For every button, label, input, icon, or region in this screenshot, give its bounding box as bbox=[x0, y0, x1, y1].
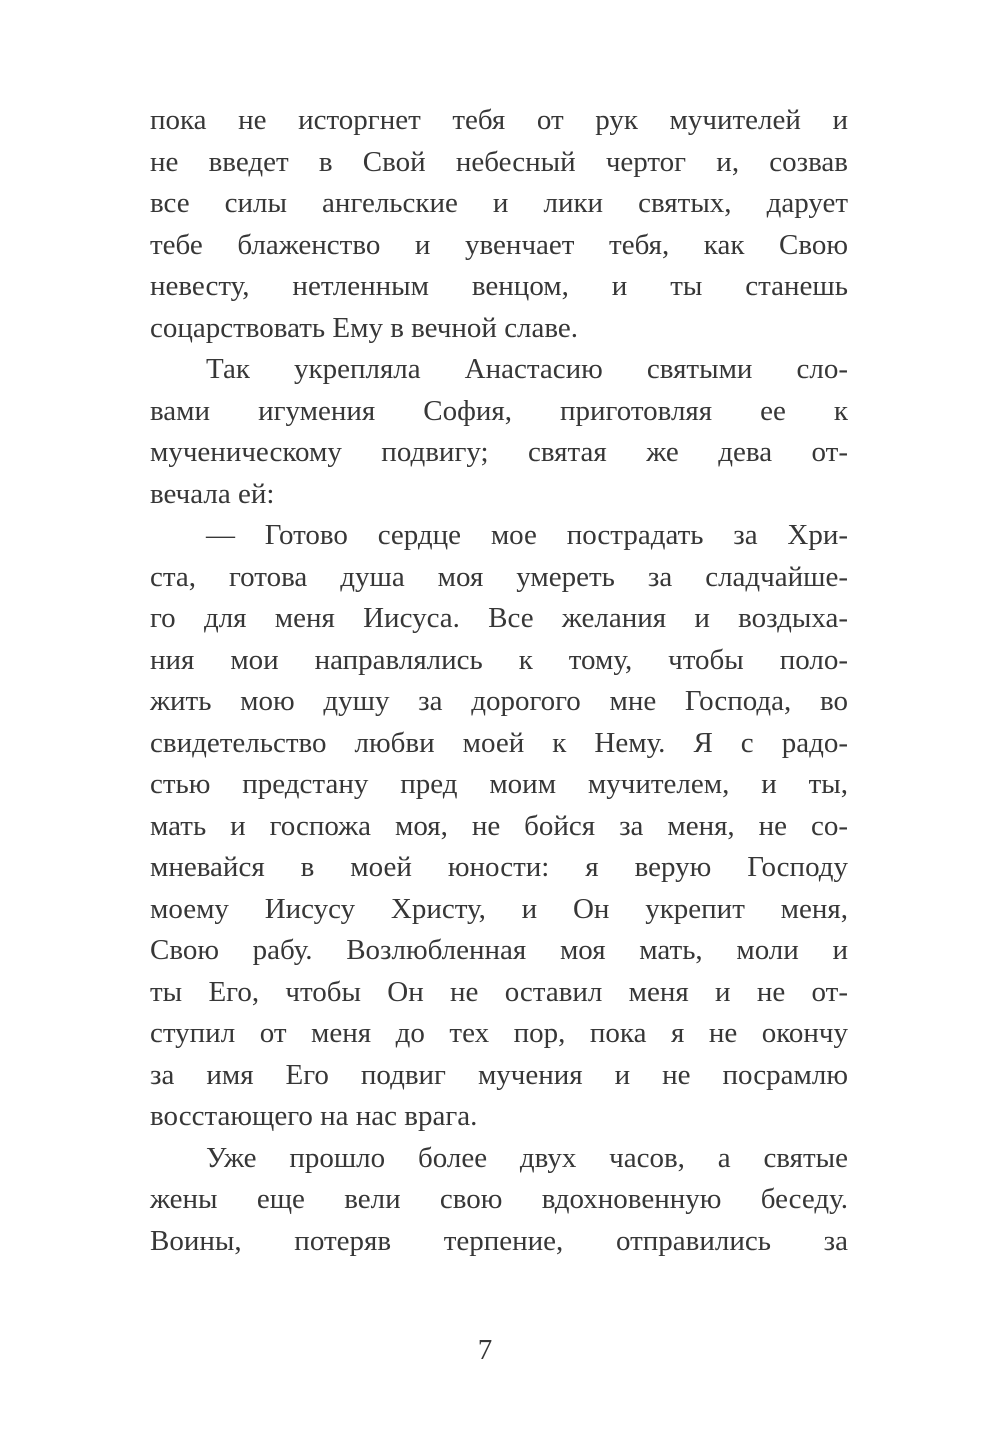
text-line: ты Его, чтобы Он не оставил меня и не от- bbox=[150, 975, 848, 1008]
text-line: ния мои направлялись к тому, чтобы поло- bbox=[150, 643, 848, 676]
text-line: стью предстану пред моим мучителем, и ты, bbox=[150, 768, 848, 800]
text-line: ста, готова душа моя умереть за сладчайше- bbox=[150, 560, 848, 593]
text-line: не введет в Свой небесный чертог и, созвав bbox=[150, 145, 848, 178]
text-line: за имя Его подвиг мучения и не посрамлю bbox=[150, 1058, 848, 1091]
text-line: жены еще вели свою вдохновенную беседу. bbox=[150, 1183, 848, 1215]
text-line: вами игумения София, приготовляя ее к bbox=[150, 394, 848, 427]
text-line: мученическому подвигу; святая же дева от- bbox=[150, 436, 848, 468]
page-number: 7 bbox=[477, 1334, 493, 1366]
text-line: свидетельство любви моей к Нему. Я с радо- bbox=[150, 726, 848, 759]
text-line: жить мою душу за дорогого мне Господа, во bbox=[150, 685, 848, 717]
text-line: Уже прошло более двух часов, а святые bbox=[206, 1141, 848, 1174]
text-line: тебе блаженство и увенчает тебя, как Свою bbox=[150, 228, 848, 261]
text-block bbox=[150, 100, 848, 1262]
text-line: соцарствовать Ему в вечной славе. bbox=[150, 311, 579, 344]
text-line: все силы ангельские и лики святых, дарует bbox=[150, 187, 848, 219]
text-line: мневайся в моей юности: я верую Господу bbox=[150, 851, 848, 883]
text-line: ступил от меня до тех пор, пока я не окончу bbox=[150, 1017, 848, 1049]
text-line: Воины, потеряв терпение, отправились за bbox=[150, 1224, 848, 1257]
text-line: го для меня Иисуса. Все желания и воздыха- bbox=[150, 602, 848, 634]
text-line: мать и госпожа моя, не бойся за меня, не со- bbox=[150, 809, 848, 842]
text-line: вечала ей: bbox=[150, 477, 275, 510]
text-line: Свою рабу. Возлюбленная моя мать, моли и bbox=[150, 934, 848, 966]
text-line: невесту, нетленным венцом, и ты станешь bbox=[150, 270, 848, 302]
text-line: Так укрепляла Анастасию святыми сло- bbox=[206, 353, 848, 385]
text-line: — Готово сердце мое пострадать за Хри- bbox=[206, 519, 848, 551]
text-line: пока не исторгнет тебя от рук мучителей и bbox=[150, 104, 848, 136]
text-line: моему Иисусу Христу, и Он укрепит меня, bbox=[150, 892, 848, 925]
text-line: восстающего на нас врага. bbox=[150, 1100, 478, 1132]
